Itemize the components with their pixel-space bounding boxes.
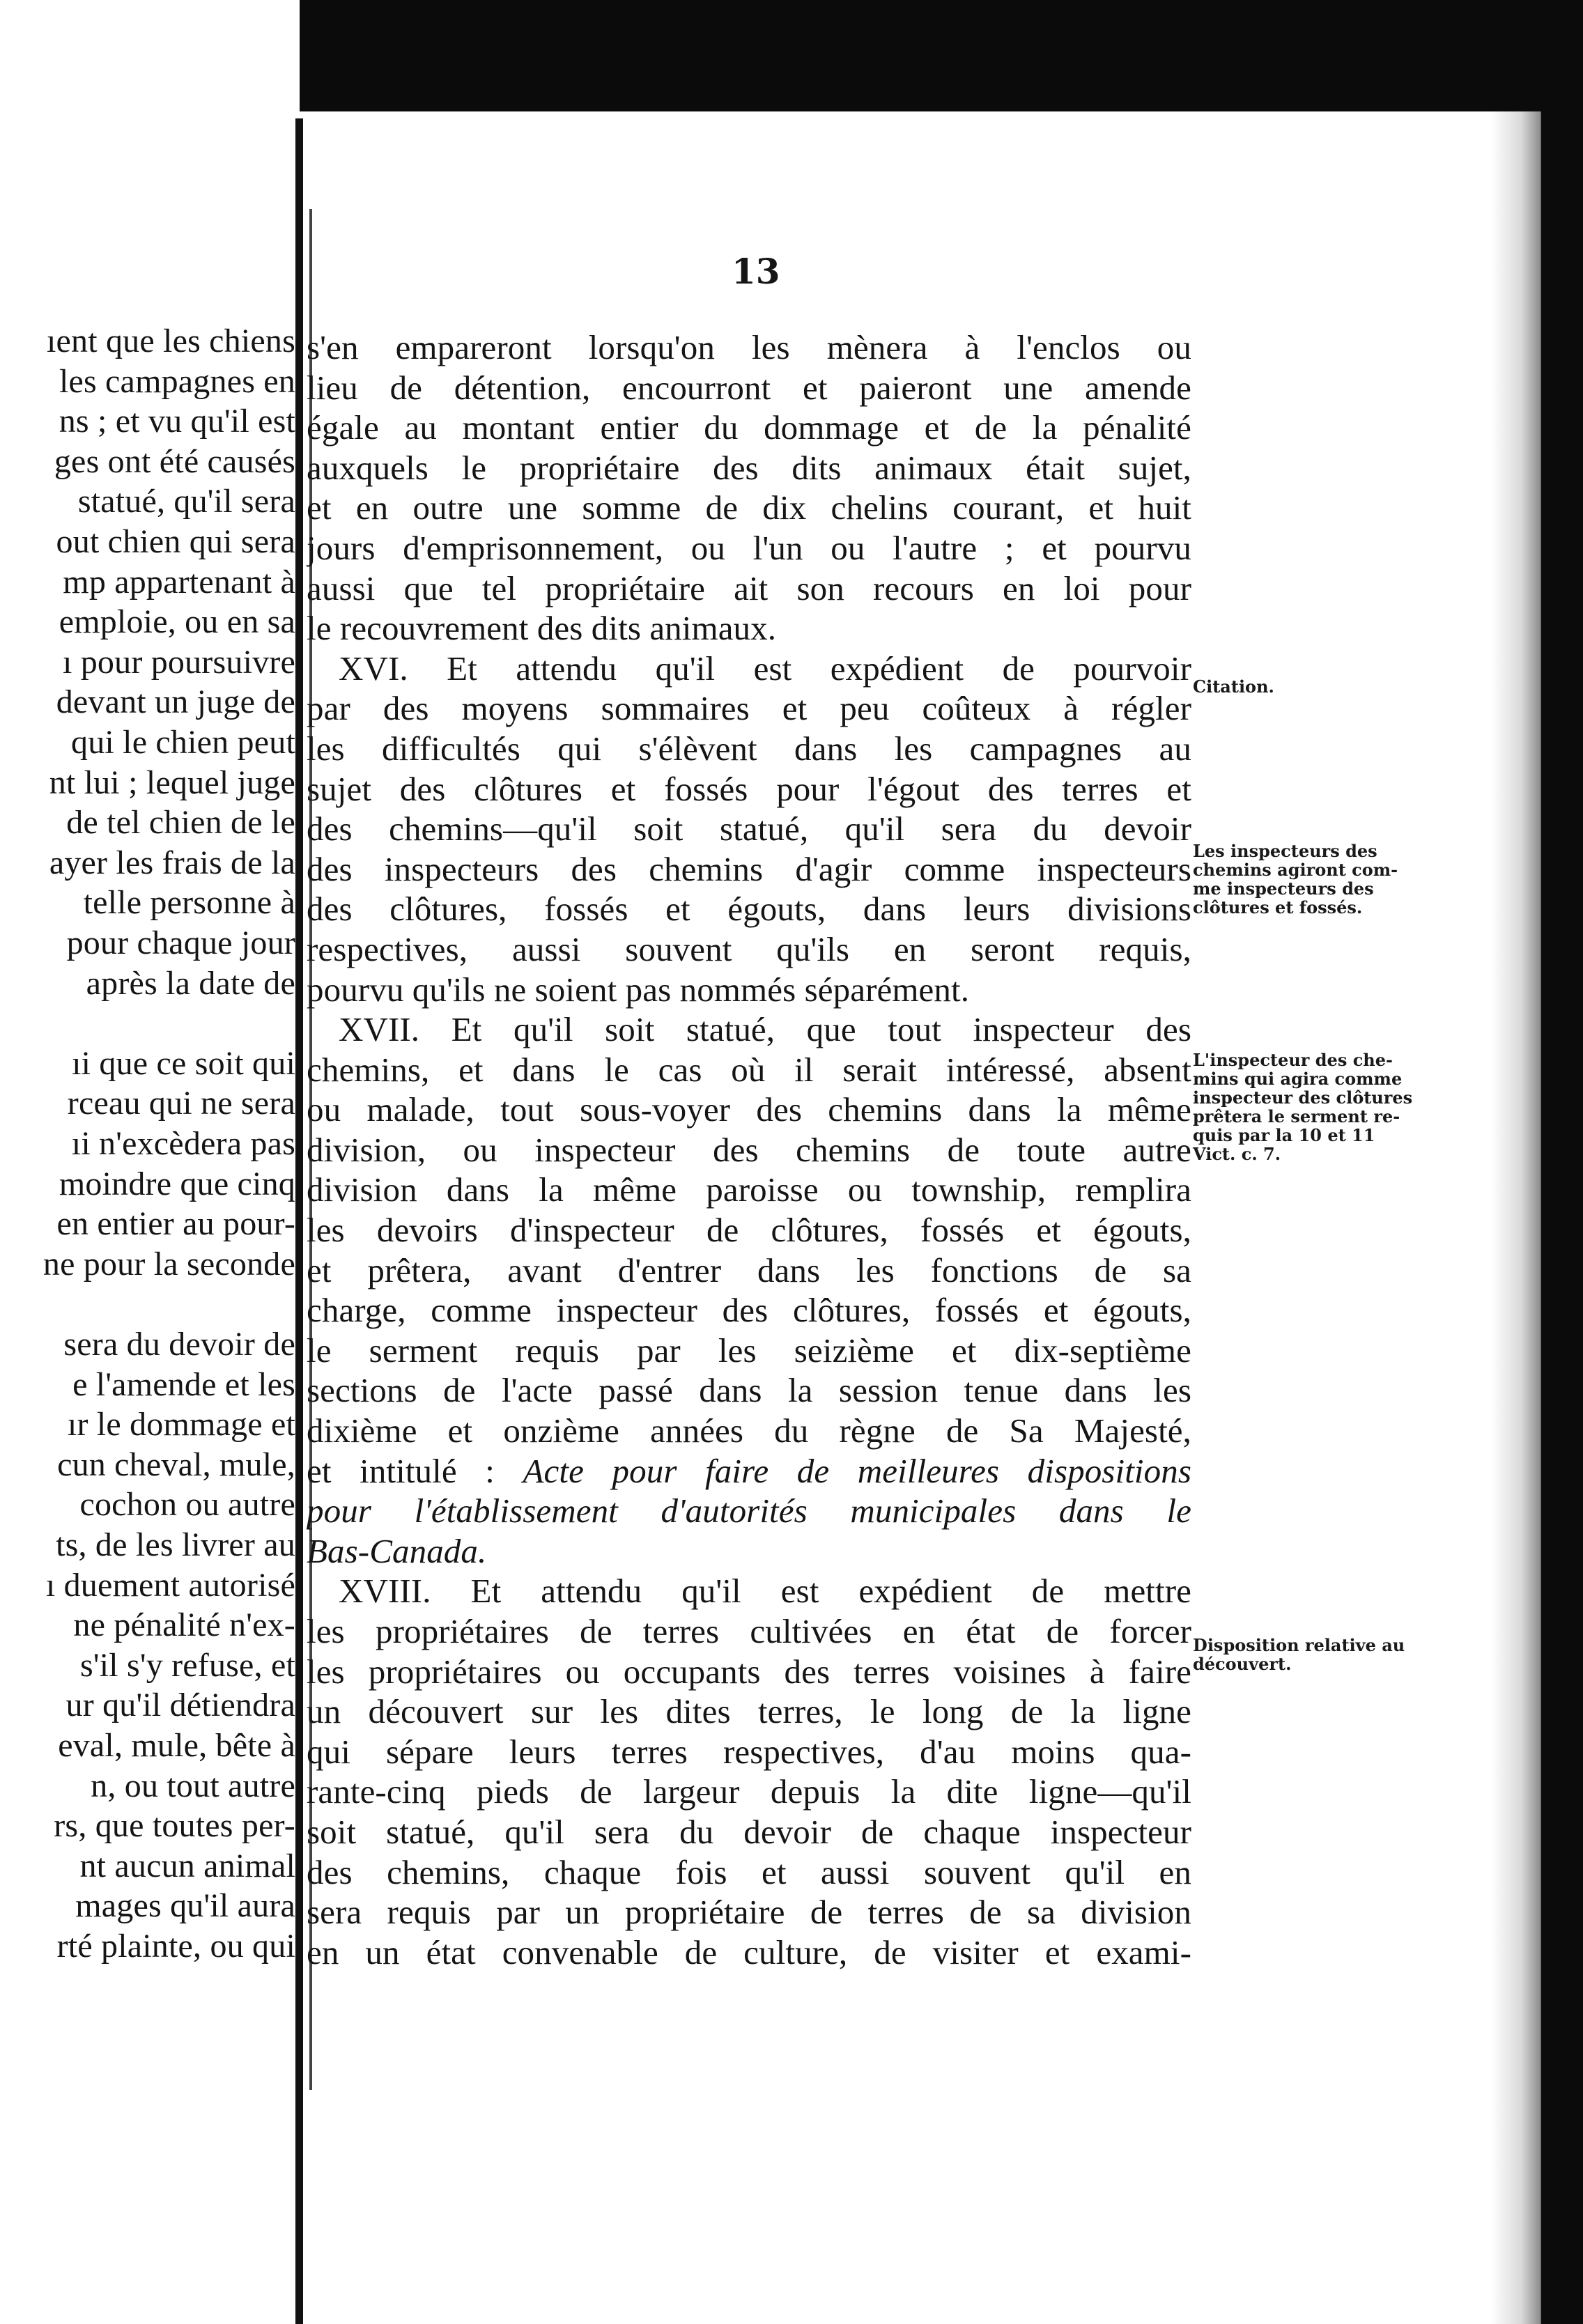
margin-note-disposition: [1193, 1636, 1485, 1673]
left-page-line: rté plainte, ou qui: [56, 1928, 295, 1965]
left-page-line: e l'amende et les: [72, 1365, 295, 1403]
left-page-line: ns ; et vu qu'il est: [59, 403, 295, 440]
text-line: [307, 1451, 1191, 1492]
text-line: [307, 1491, 1191, 1531]
main-text-column: [307, 327, 1191, 1972]
left-page-line: ayer les frais de la: [49, 844, 295, 881]
margin-note-line: Citation.: [1193, 676, 1274, 697]
text-line: XVII. Et qu'il soit statué, que tout inspecteur des: [339, 1010, 1191, 1049]
margin-note-inspecteurs: [1193, 842, 1485, 917]
left-page-line: statué, qu'il sera: [77, 483, 295, 520]
left-page-line: les campagnes en: [59, 362, 295, 400]
margin-note-line: découvert.: [1193, 1654, 1292, 1674]
text-line: et prêtera, avant d'entrer dans les fonctions de sa: [307, 1250, 1191, 1289]
text-line: s'en empareront lorsqu'on les mènera à l'enclos ou: [307, 328, 1191, 366]
text-line: les propriétaires ou occupants des terres voisines à faire: [307, 1652, 1191, 1691]
margin-note-inspecteur-chemins: [1193, 1051, 1485, 1163]
text-line: rante-cinq pieds de largeur depuis la dite ligne—qu'il: [307, 1772, 1191, 1811]
text-line: en un état convenable de culture, de visiter et exami-: [307, 1932, 1191, 1971]
act-title-italic: Acte pour faire de meilleures dispositions: [523, 1451, 1191, 1490]
text-line: [307, 1531, 1191, 1572]
left-page-line: emploie, ou en sa: [59, 603, 295, 641]
margin-note-line: inspecteur des clôtures: [1193, 1087, 1413, 1108]
margin-note-line: Vict. c. 7.: [1193, 1144, 1281, 1164]
act-title-italic: pour l'établissement d'autorités municipales dans le: [307, 1492, 1191, 1531]
margin-note-line: Les inspecteurs des: [1193, 841, 1377, 861]
scanner-background-right: [1541, 0, 1583, 2324]
text-line: jours d'emprisonnement, ou l'un ou l'autre ; et pourvu: [307, 528, 1191, 567]
left-page-line: devant un juge de: [56, 683, 295, 721]
margin-note-line: prêtera le serment re-: [1193, 1106, 1400, 1126]
left-page-line: s'il s'y refuse, et: [79, 1646, 295, 1684]
text-line: égale au montant entier du dommage et de la pénalité: [307, 408, 1191, 447]
left-page-line: ı pour poursuivre: [62, 643, 295, 681]
text-line: ou malade, tout sous-voyer des chemins dans la même: [307, 1090, 1191, 1129]
book-gutter: [295, 118, 303, 2324]
left-page-line: mp appartenant à: [63, 563, 295, 601]
text-line: un découvert sur les dites terres, le long de la ligne: [307, 1692, 1191, 1731]
left-page-line: ır le dommage et: [67, 1406, 295, 1443]
text-line: les propriétaires de terres cultivées en état de forcer: [307, 1612, 1191, 1650]
text-line: les devoirs d'inspecteur de clôtures, fossés et égouts,: [307, 1211, 1191, 1250]
text-line: le recouvrement des dits animaux.: [307, 609, 777, 648]
left-page-line: après la date de: [86, 964, 295, 1002]
margin-note-line: L'inspecteur des che-: [1193, 1050, 1393, 1070]
text-line: sera requis par un propriétaire de terres de sa division: [307, 1893, 1191, 1932]
margin-note-line: chemins agiront com-: [1193, 860, 1398, 880]
left-page-line: pour chaque jour: [66, 924, 295, 961]
margin-note-line: quis par la 10 et 11: [1193, 1125, 1375, 1145]
margin-note-line: me inspecteurs des: [1193, 878, 1374, 899]
left-page-line: ts, de les livrer au: [56, 1526, 295, 1563]
text-line: des chemins, chaque fois et aussi souvent qu'il en: [307, 1852, 1191, 1891]
text-line: dixième et onzième années du règne de Sa Majesté,: [307, 1411, 1191, 1450]
left-page-line: qui le chien peut: [71, 724, 295, 761]
text-line: des chemins—qu'il soit statué, qu'il sera du devoir: [307, 809, 1191, 849]
text-line: chemins, et dans le cas où il serait intéressé, absent: [307, 1050, 1191, 1089]
text-line: XVIII. Et attendu qu'il est expédient de mettre: [339, 1572, 1191, 1611]
text-line: pourvu qu'ils ne soient pas nommés séparément.: [307, 970, 970, 1009]
text-line: charge, comme inspecteur des clôtures, fossés et égouts,: [307, 1291, 1191, 1330]
left-page-line: telle personne à: [83, 884, 295, 922]
text-line: le serment requis par les seizième et dix-septième: [307, 1331, 1191, 1370]
left-page-line: ges ont été causés: [54, 442, 295, 480]
left-page-line: ıi que ce soit qui: [72, 1044, 295, 1082]
left-page-line: ıi n'excèdera pas: [71, 1125, 295, 1162]
left-page-line: nt lui ; lequel juge: [49, 764, 295, 801]
left-page-line: ne pour la seconde: [43, 1245, 295, 1283]
text-line: sections de l'acte passé dans la session tenue dans les: [307, 1371, 1191, 1410]
left-page-line: n, ou tout autre: [91, 1767, 295, 1804]
left-page-line: nt aucun animal: [79, 1847, 295, 1884]
text-line: auxquels le propriétaire des dits animaux était sujet,: [307, 448, 1191, 487]
text-line: des clôtures, fossés et égouts, dans leurs divisions: [307, 890, 1191, 929]
text-line: par des moyens sommaires et peu coûteux à régler: [307, 689, 1191, 728]
act-title-italic: Bas-Canada.: [307, 1531, 487, 1570]
text-line: les difficultés qui s'élèvent dans les campagnes au: [307, 729, 1191, 768]
text-line: division dans la même paroisse ou township, remplira: [307, 1170, 1191, 1209]
text-line: aussi que tel propriétaire ait son recours en loi pour: [307, 568, 1191, 607]
margin-note-line: Disposition relative au: [1193, 1635, 1405, 1655]
left-page-line: en entier au pour-: [56, 1205, 295, 1243]
page-number: 13: [732, 251, 780, 292]
text-line: lieu de détention, encourront et paieront une amende: [307, 368, 1191, 407]
margin-note-citation: [1193, 677, 1485, 696]
left-page-line: de tel chien de le: [66, 804, 295, 842]
left-page-line: sera du devoir de: [63, 1326, 295, 1363]
left-page-line: cun cheval, mule,: [57, 1446, 295, 1483]
left-page-line: ı duement autorisé: [45, 1566, 295, 1604]
left-page-line: ıent que les chiens: [46, 323, 295, 359]
text-line: division, ou inspecteur des chemins de toute autre: [307, 1130, 1191, 1169]
text-line: sujet des clôtures et fossés pour l'égout des terres et: [307, 769, 1191, 808]
left-page-line: mages qu'il aura: [75, 1887, 295, 1925]
text-line: XVI. Et attendu qu'il est expédient de pourvoir: [339, 649, 1191, 688]
margin-note-line: mins qui agira comme: [1193, 1069, 1403, 1089]
text-line: des inspecteurs des chemins d'agir comme inspecteurs: [307, 849, 1191, 888]
left-page-line: eval, mule, bête à: [58, 1727, 295, 1764]
text-line: soit statué, qu'il sera du devoir de chaque inspecteur: [307, 1812, 1191, 1851]
left-page-fragment: [0, 0, 300, 2324]
margin-note-line: clôtures et fossés.: [1193, 897, 1363, 917]
left-page-line: rs, que toutes per-: [54, 1807, 295, 1845]
left-page-line: ur qu'il détiendra: [65, 1687, 295, 1724]
left-page-line: out chien qui sera: [56, 523, 295, 560]
text-line: et en outre une somme de dix chelins courant, et huit: [307, 488, 1191, 527]
page-edge-shadow: [1491, 111, 1541, 2324]
text-line: respectives, aussi souvent qu'ils en seront requis,: [307, 929, 1191, 968]
left-page-line: ne pénalité n'ex-: [73, 1606, 295, 1644]
left-page-line: moindre que cinq: [59, 1165, 295, 1202]
left-page-line: cochon ou autre: [79, 1486, 295, 1524]
text-line-plain: et intitulé :: [307, 1451, 523, 1490]
left-page-line: rceau qui ne sera: [67, 1085, 295, 1122]
text-line: qui sépare leurs terres respectives, d'au moins qua-: [307, 1732, 1191, 1771]
